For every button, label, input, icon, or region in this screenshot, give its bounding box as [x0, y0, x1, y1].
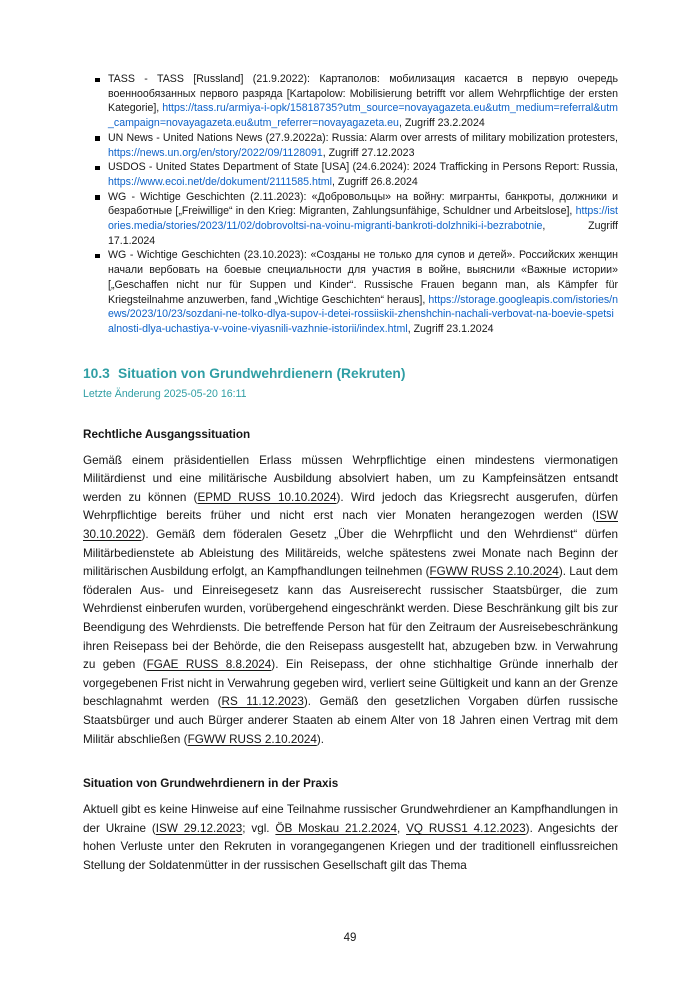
bullet-square-icon: [95, 166, 100, 171]
text-run: UN News - United Nations News (27.9.2022a): Russia: Alarm over arrests of military mobilization protesters,: [108, 131, 618, 144]
last-modified-note: Letzte Änderung 2025-05-20 16:11: [83, 387, 247, 400]
bibliography-entry: [83, 160, 618, 189]
bibliography-entry-text: [108, 161, 618, 188]
text-run: ). Angesichts der hohen Verluste unter den Rekruten in vorangegangenen Kriegen und der traditionell einflussreichen Stellung der Soldatenmütter in der russischen Gesellschaft gilt das Thema: [83, 821, 618, 872]
url-link[interactable]: https://istories.media/stories/2023/11/02/dobrovoltsi-na-voinu-migranti-bankroti-dolzhniki-i-bezrabotnie: [108, 205, 618, 233]
source-reference-link[interactable]: ISW 29.12.2023: [155, 821, 243, 835]
text-run: , Zugriff 27.12.2023: [322, 146, 415, 159]
page-content: [83, 72, 618, 876]
text-run: ).: [316, 732, 324, 746]
source-reference-link[interactable]: FGWW RUSS 2.10.2024: [187, 732, 317, 746]
subsection-heading-legal: Rechtliche Ausgangssituation: [83, 427, 251, 441]
bibliography-entry: [83, 190, 618, 249]
source-reference-link[interactable]: ÖB Moskau 21.2.2024: [275, 821, 397, 835]
bullet-square-icon: [95, 136, 100, 141]
source-reference-link[interactable]: EPMD RUSS 10.10.2024: [197, 490, 337, 504]
source-reference-link[interactable]: FGAE RUSS 8.8.2024: [146, 658, 272, 672]
text-run: ). Ein Reisepass, der ohne stichhaltige Gründe innerhalb der vorgegebenen Frist nicht in Verwahrung gegeben wird, verliert seine Gültigkeit und kann an der Grenze beschlagnahmt werden (: [83, 658, 618, 709]
source-reference-link[interactable]: FGWW RUSS 2.10.2024: [429, 565, 559, 579]
text-run: ). Gemäß den gesetzlichen Vorgaben dürfen russische Staatsbürger und auch Bürger anderer Staaten ab einem Alter von 18 Jahren einen Vertrag mit dem Militär abschließen (: [83, 695, 619, 746]
source-reference-link[interactable]: VQ RUSS1 4.12.2023: [406, 821, 526, 835]
text-run: ; vgl.: [242, 821, 276, 835]
text-run: ). Laut dem föderalen Aus- und Einreisegesetz kann das Ausreiserecht russischer Staatsbürger, die zum Wehrdienst einberufen wurden, vorübergehend eingeschränkt werden. Diese Beschränkung gilt bis zur Beendigung des Wehrdiensts. Die betreffende Person hat für den Zeitraum der Ausreisebeschränkung ihren Reisepass bei der Behörde, die den Reisepass ausgestellt hat, abzugeben bzw. in Verwahrung zu geben (: [83, 565, 618, 672]
url-link[interactable]: https://www.ecoi.net/de/dokument/2111585.html: [108, 175, 332, 188]
source-reference-link[interactable]: ISW 30.10.2022: [83, 509, 618, 542]
text-run: ). Wird jedoch das Kriegsrecht ausgerufen, dürfen Wehrpflichtige bereits früher und nicht erst nach vier Monaten herangezogen werden (: [83, 490, 618, 523]
text-run: Aktuell gibt es keine Hinweise auf eine Teilnahme russischer Grundwehrdiener an Kampfhandlungen in der Ukraine (: [83, 803, 618, 835]
source-reference-link[interactable]: RS 11.12.2023: [221, 695, 304, 709]
bibliography-list: [83, 72, 618, 337]
url-link[interactable]: https://tass.ru/armiya-i-opk/15818735?utm_source=novayagazeta.eu&utm_medium=referral&utm_campaign=novayagazeta.eu&utm_referrer=novayagazeta.eu: [108, 102, 618, 130]
text-run: , Zugriff 26.8.2024: [331, 175, 418, 188]
text-run: Gemäß einem präsidentiellen Erlass müssen Wehrpflichtige einen mindestens viermonatigen Militärdienst und eine militärische Ausbildung absolviert haben, um zu Kampfeinsätzen entsandt werden zu können (: [83, 453, 618, 504]
url-link[interactable]: https://storage.googleapis.com/istories/news/2023/10/23/sozdani-ne-tolko-dlya-supov-i-detei-rossiiskii-zhenshchin-nachali-verbovat-na-boevie-spetsialnosti-dlya-uchastiya-v-voine-viyasnili-vazhnie-istorii/index.html: [108, 293, 618, 335]
text-run: , Zugriff 23.2.2024: [398, 117, 485, 130]
bibliography-entry-text: [108, 73, 618, 129]
text-run: USDOS - United States Department of State [USA] (24.6.2024): 2024 Trafficking in Persons Report: Russia,: [108, 161, 618, 174]
section-title: Situation von Grundwehrdienern (Rekruten): [118, 365, 406, 381]
bibliography-entry: [83, 131, 618, 160]
bullet-square-icon: [95, 254, 100, 259]
url-link[interactable]: https://news.un.org/en/story/2022/09/1128091: [108, 146, 323, 159]
bullet-square-icon: [95, 195, 100, 200]
bibliography-entry-text: [108, 249, 618, 335]
text-run: , Zugriff 23.1.2024: [407, 322, 494, 335]
text-run: WG - Wichtige Geschichten (23.10.2023): «Созданы не только для супов и детей». Российских женщин начали вербовать на боевые специальности для участия в войне, выяснили «Важные истории» [„Geschaffen nicht nur für Suppen und Kinder“. Russische Frauen begann man, als Kämpfer für Kriegsteilnahme anzuwerben, fand „Wichtige Geschichten“ heraus],: [108, 249, 618, 306]
text-run: ). Gemäß dem föderalen Gesetz „Über die Wehrpflicht und den Wehrdienst“ dürfen Militärbedienstete ab Ableistung des Militäreids, welche spätestens zwei Monate nach Beginn der militärischen Ausbildung erfolgt, an Kampfhandlungen teilnehmen (: [83, 528, 618, 579]
page-number: 49: [343, 932, 357, 944]
section-number: 10.3: [83, 365, 110, 381]
paragraph-legal-situation: [83, 452, 618, 750]
text-run: , Zugriff 17.1.2024: [108, 220, 618, 247]
section-heading: [83, 366, 618, 381]
text-run: WG - Wichtige Geschichten (2.11.2023): «Добровольцы» на войну: мигранты, банкроты, должники и безработные [„Freiwillige“ in den Krieg: Migranten, Zahlungsunfähige, Schuldner und Arbeitslose],: [108, 190, 618, 218]
bullet-square-icon: [95, 78, 100, 83]
bibliography-entry-text: [108, 191, 618, 247]
text-run: ,: [396, 821, 407, 835]
text-run: TASS - TASS [Russland] (21.9.2022): Картаполов: мобилизация касается в первую очередь военнообязанных первого разряда [Kartapolow: Mobilisierung betrifft vor allem Wehrpflichtige der ersten Kategorie],: [108, 73, 618, 115]
subsection-heading-practice: Situation von Grundwehrdienern in der Praxis: [83, 777, 339, 791]
bibliography-entry-text: [108, 132, 618, 159]
paragraph-practice-situation: [83, 801, 618, 875]
bibliography-entry: [83, 72, 618, 131]
bibliography-entry: [83, 248, 618, 336]
